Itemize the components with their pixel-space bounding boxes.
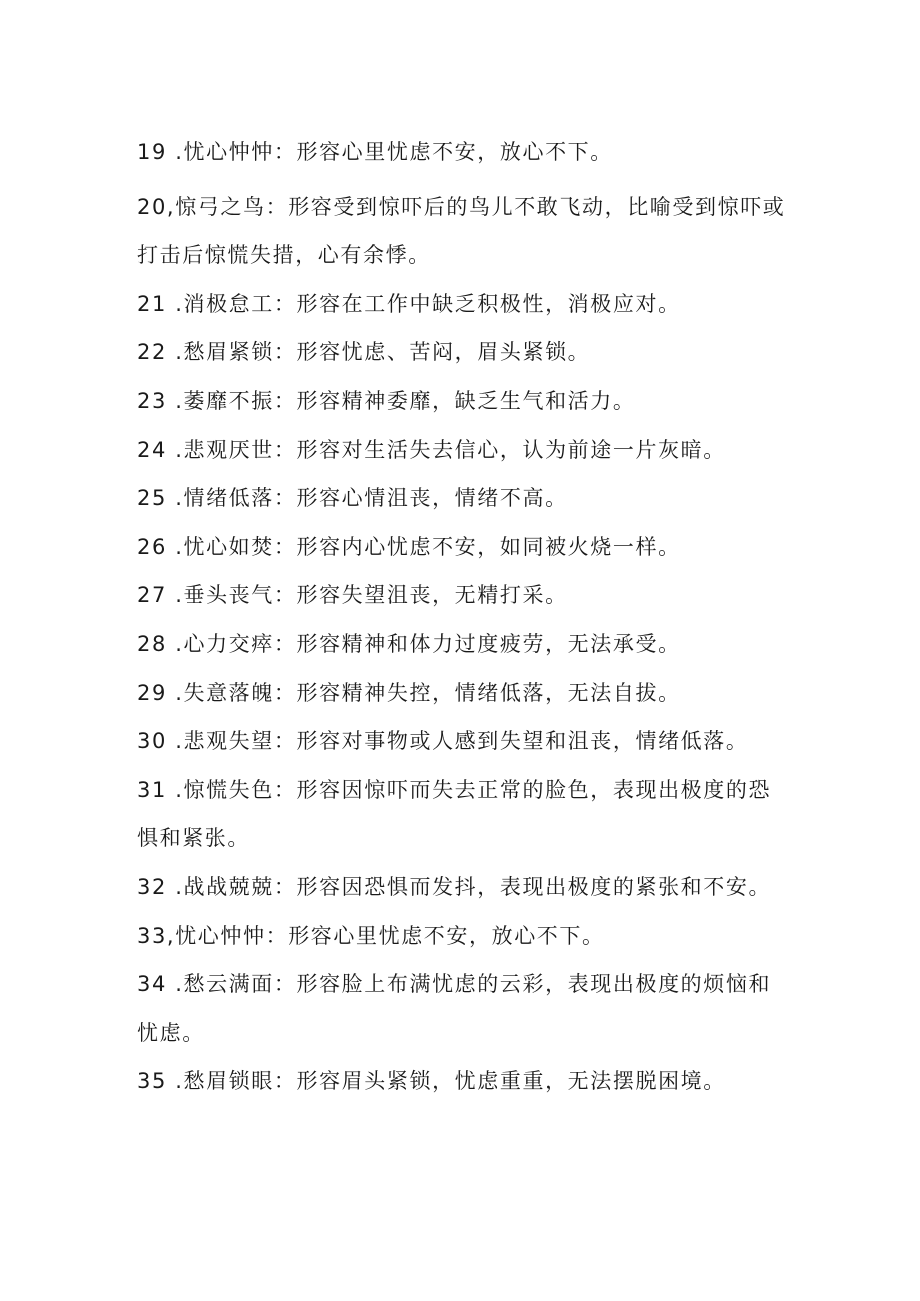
list-item: 30 .悲观失望：形容对事物或人感到失望和沮丧，情绪低落。 <box>137 729 749 754</box>
list-item: 23 .萎靡不振：形容精神委靡，缺乏生气和活力。 <box>137 388 636 413</box>
list-item: 20,惊弓之鸟：形容受到惊吓后的鸟儿不敢飞动，比喻受到惊吓或打击后惊慌失措，心有余悸。 <box>137 194 786 268</box>
list-item: 25 .情绪低落：形容心情沮丧，情绪不高。 <box>137 486 568 511</box>
list-item: 32 .战战兢兢：形容因恐惧而发抖，表现出极度的紧张和不安。 <box>137 874 772 899</box>
idiom-list <box>137 128 787 1106</box>
list-item: 21 .消极怠工：形容在工作中缺乏积极性，消极应对。 <box>137 291 681 316</box>
list-item: 29 .失意落魄：形容精神失控，情绪低落，无法自拔。 <box>137 680 681 705</box>
list-item: 24 .悲观厌世：形容对生活失去信心，认为前途一片灰暗。 <box>137 437 726 462</box>
list-item: 28 .心力交瘁：形容精神和体力过度疲劳，无法承受。 <box>137 631 681 656</box>
list-item: 27 .垂头丧气：形容失望沮丧，无精打采。 <box>137 583 568 608</box>
list-item: 31 .惊慌失色：形容因惊吓而失去正常的脸色，表现出极度的恐惧和紧张。 <box>137 777 772 851</box>
list-item: 19 .忧心忡忡：形容心里忧虑不安，放心不下。 <box>137 140 613 164</box>
list-item: 26 .忧心如焚：形容内心忧虑不安，如同被火烧一样。 <box>137 534 681 559</box>
list-item: 33,忧心忡忡：形容心里忧虑不安，放心不下。 <box>137 923 605 948</box>
list-item: 34 .愁云满面：形容脸上布满忧虑的云彩，表现出极度的烦恼和忧虑。 <box>137 972 772 1045</box>
list-item: 35 .愁眉锁眼：形容眉头紧锁，忧虑重重，无法摆脱困境。 <box>137 1069 726 1094</box>
list-item: 22 .愁眉紧锁：形容忧虑、苦闷，眉头紧锁。 <box>137 340 591 365</box>
